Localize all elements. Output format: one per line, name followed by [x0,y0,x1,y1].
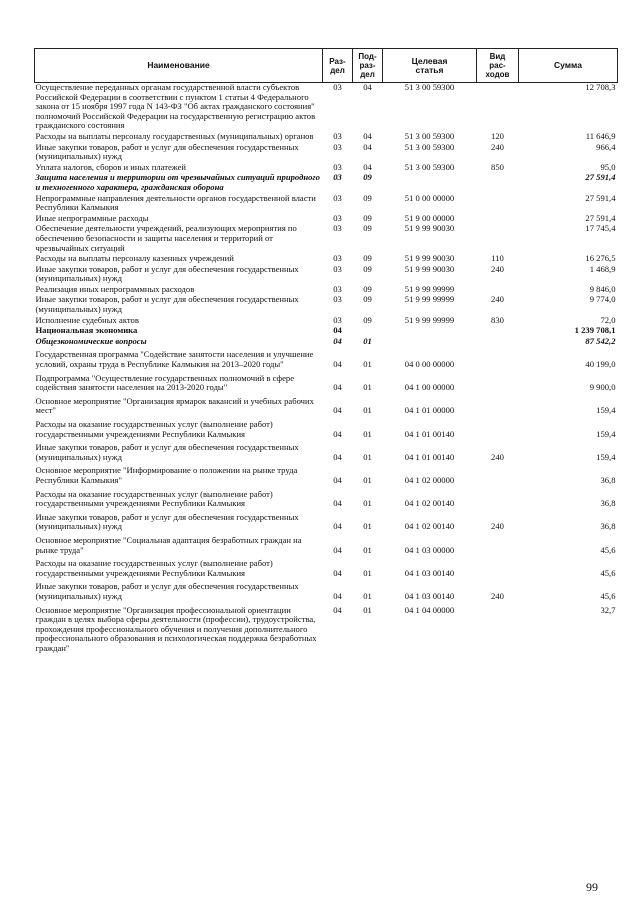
row-podrazdel-cell: 09 [363,283,372,294]
row-name-cell: Общеэкономические вопросы [35,335,147,346]
table-row [35,487,618,510]
row-vid-cell [477,224,519,254]
row-razdel-cell: 04 [333,474,342,485]
header-statya-text: Целевая статья [411,55,448,75]
header-razdel [323,49,353,83]
row-statya-cell: 51 0 00 00000 [404,192,455,203]
table-row [35,265,618,285]
row-vid-cell [477,394,519,417]
row-name-cell: Иные закупки товаров, работ и услуг для обеспечения государственных (муниципальных) нужд [35,581,299,601]
row-name-cell: Расходы на выплаты персоналу государственных (муниципальных) органов [35,130,314,141]
row-name-cell: Иные закупки товаров, работ и услуг для обеспечения государственных (муниципальных) нужд [35,511,299,532]
row-razdel-cell: 03 [333,161,342,172]
header-podrazdel-text: Под- раз- дел [358,52,377,79]
row-podrazdel-cell: 01 [363,474,372,485]
row-statya-cell: 04 1 01 00140 [404,428,455,439]
row-sum-cell: 36,8 [600,498,616,509]
row-podrazdel-cell: 09 [363,192,372,203]
table-body [35,83,618,655]
row-razdel-cell: 03 [333,283,342,294]
row-vid-cell: 240 [491,141,504,152]
row-name-cell: Подпрограмма "Осуществление государственных полномочий в сфере содействия занятости населения на 2013-2020 годы" [35,372,295,393]
row-vid-cell: 120 [491,130,504,141]
row-name-cell: Расходы на оказание государственных услуг (выполнение работ) государственными учреждениями Республики Калмыкия [35,558,273,578]
row-name-cell: Иные закупки товаров, работ и услуг для обеспечения государственных (муниципальных) нужд [35,294,299,315]
row-name-cell: Непрограммные направления деятельности органов государственной власти Республики Калмыкия [35,192,316,213]
row-statya-cell: 04 1 01 00140 [404,451,455,462]
row-podrazdel-cell: 09 [363,253,372,264]
row-razdel-cell: 04 [333,335,342,346]
row-sum-cell: 12 708,3 [585,82,616,92]
row-vid-cell: 830 [491,314,504,325]
row-name-cell: Государственная программа "Содействие занятости населения и улучшение условий, охраны труда в Республике Калмыкия на 2013–2020 годы" [35,349,314,370]
row-razdel-cell: 04 [333,405,342,416]
row-vid-cell: 240 [491,521,504,532]
row-statya-cell: 04 0 00 00000 [404,359,455,370]
row-name-cell: Защита населения и территории от чрезвычайных ситуаций природного и техногенного характера, гражданская оборона [35,172,320,192]
row-podrazdel-cell: 01 [363,498,372,509]
table-row [35,394,618,417]
row-podrazdel-cell: 04 [363,82,372,92]
row-razdel-cell: 03 [333,314,342,325]
row-name-cell: Иные непрограммные расходы [35,212,149,223]
row-statya-cell: 04 1 02 00140 [404,521,455,532]
row-vid-cell [477,326,519,337]
row-name-cell: Осуществление переданных органам государственной власти субъектов Российской Федерации в соответствии с пунктом 1 статьи 4 Федерального закона от 15 ноября 1997 года N 143-ФЗ "Об актах гражданского состояния" полномочий Российской Федерации на государственную регистрацию актов гражданского состояния [35,82,316,131]
row-podrazdel-cell: 01 [363,604,372,615]
row-sum-cell: 9 774,0 [589,294,616,305]
row-statya-cell: 51 9 00 00000 [404,212,455,223]
row-podrazdel-cell: 01 [363,359,372,370]
row-razdel-cell: 04 [333,521,342,532]
row-statya-cell: 51 9 99 99999 [404,294,455,305]
row-sum-cell: 87 542,2 [585,335,616,346]
row-vid-cell [477,83,519,132]
row-vid-cell: 240 [491,263,504,274]
row-razdel-cell: 04 [333,382,342,393]
row-sum-cell: 32,7 [600,604,616,615]
header-summa: Сумма [519,49,618,83]
row-sum-cell: 1 239 708,1 [574,325,616,336]
row-vid-cell [477,173,519,193]
row-razdel-cell: 03 [333,141,342,152]
table-row [35,143,618,163]
row-podrazdel-cell: 01 [363,544,372,555]
row-podrazdel-cell: 01 [363,521,372,532]
row-sum-cell: 11 646,9 [585,130,616,141]
row-statya-cell: 51 9 99 90030 [404,223,455,234]
row-razdel-cell: 03 [333,130,342,141]
row-vid-cell [477,487,519,510]
row-statya-cell: 51 9 99 90030 [404,253,455,264]
row-sum-cell: 45,6 [600,544,616,555]
row-podrazdel-cell: 09 [363,212,372,223]
row-razdel-cell: 03 [333,192,342,203]
row-name-cell: Реализация иных непрограммных расходов [35,283,195,294]
row-podrazdel-cell: 01 [363,567,372,578]
table-row [35,371,618,394]
row-razdel-cell: 04 [333,567,342,578]
row-name-cell: Иные закупки товаров, работ и услуг для обеспечения государственных (муниципальных) нужд [35,263,299,284]
row-razdel-cell: 04 [333,359,342,370]
row-statya-cell: 04 1 02 00000 [404,474,455,485]
header-vid-text: Вид рас- ходов [485,52,510,79]
row-vid-cell [477,194,519,214]
row-statya-cell: 51 9 99 99999 [404,283,455,294]
row-razdel-cell: 04 [333,428,342,439]
table-row [35,83,618,132]
row-name-cell: Расходы на оказание государственных услуг (выполнение работ) государственными учреждениями Республики Калмыкия [35,419,273,439]
row-podrazdel-cell: 09 [363,223,372,234]
row-name-cell: Основное мероприятие "Информирование о положении на рынке труда Республики Калмыкия" [35,465,298,485]
row-razdel-cell: 03 [333,212,342,223]
row-sum-cell: 17 745,4 [585,223,616,234]
table-row [35,173,618,193]
row-razdel-cell: 03 [333,223,342,234]
row-sum-cell: 9 900,0 [589,382,616,393]
row-name-cell: Иные закупки товаров, работ и услуг для обеспечения государственных (муниципальных) нужд [35,442,299,462]
row-name-cell: Основное мероприятие "Социальная адаптация безработных граждан на рынке труда" [35,534,302,555]
row-podrazdel-cell: 01 [363,405,372,416]
table-row [35,463,618,486]
row-sum-cell: 45,6 [600,590,616,601]
budget-table [34,48,618,654]
row-sum-cell: 16 276,5 [585,253,616,264]
row-statya-cell [383,173,477,193]
row-vid-cell [477,417,519,440]
row-statya-cell [383,337,477,348]
row-podrazdel-cell: 01 [363,428,372,439]
row-name-cell: Иные закупки товаров, работ и услуг для обеспечения государственных (муниципальных) нужд [35,141,299,162]
row-name-cell: Основное мероприятие "Организация ярмарок вакансий и учебных рабочих мест" [35,395,314,416]
table-row [35,579,618,602]
row-sum-cell: 36,8 [600,474,616,485]
row-vid-cell: 240 [491,451,504,462]
table-row [35,556,618,579]
table-row [35,194,618,214]
row-statya-cell: 04 1 03 00140 [404,567,455,578]
row-razdel-cell: 04 [333,590,342,601]
row-vid-cell [477,214,519,225]
table-row [35,533,618,556]
row-vid-cell [477,556,519,579]
row-name-cell: Национальная экономика [35,325,138,336]
row-vid-cell [477,533,519,556]
row-statya-cell: 04 1 01 00000 [404,405,455,416]
row-razdel-cell: 03 [333,172,342,183]
row-statya-cell: 51 3 00 59300 [404,82,455,92]
row-razdel-cell: 04 [333,325,342,336]
header-vid [477,49,519,83]
row-statya-cell: 51 3 00 59300 [404,130,455,141]
table-row [35,417,618,440]
row-sum-cell: 72,0 [600,314,616,325]
row-vid-cell [477,337,519,348]
row-sum-cell: 27 591,4 [585,192,616,203]
row-statya-cell: 51 9 99 90030 [404,263,455,274]
row-vid-cell: 240 [491,590,504,601]
table-header [35,49,618,83]
row-vid-cell: 110 [491,253,504,264]
row-sum-cell: 159,4 [596,405,616,416]
row-statya-cell: 51 3 00 59300 [404,161,455,172]
row-statya-cell: 04 1 04 00000 [404,604,455,615]
row-razdel-cell: 04 [333,604,342,615]
row-statya-cell: 04 1 02 00140 [404,498,455,509]
row-vid-cell [477,371,519,394]
row-razdel-cell: 04 [333,498,342,509]
table-row [35,347,618,370]
row-podrazdel-cell: 01 [363,335,372,346]
page-number: 99 [586,880,598,894]
row-podrazdel-cell: 04 [363,161,372,172]
row-statya-cell [383,326,477,337]
row-name-cell: Основное мероприятие "Организация профессиональной ориентации граждан в целях выбора сферы деятельности (профессии), трудоустройства, прохождения профессионального обучения и получения дополнительного профессионального образования и психологическая поддержка безработных граждан" [35,604,317,653]
row-sum-cell: 95,0 [600,161,616,172]
table-row [35,132,618,143]
row-sum-cell: 40 199,0 [585,359,616,370]
header-statya [383,49,477,83]
row-vid-cell: 850 [491,161,504,172]
row-razdel-cell: 03 [333,294,342,305]
row-statya-cell: 04 1 03 00000 [404,544,455,555]
row-statya-cell: 51 9 99 99999 [404,314,455,325]
row-podrazdel-cell: 01 [363,382,372,393]
row-podrazdel-cell: 04 [363,141,372,152]
row-podrazdel-cell: 01 [363,451,372,462]
row-podrazdel-cell: 09 [363,314,372,325]
row-statya-cell: 51 3 00 59300 [404,141,455,152]
table-row [35,337,618,348]
row-razdel-cell: 04 [333,544,342,555]
row-podrazdel-cell: 09 [363,294,372,305]
table-row [35,510,618,533]
row-name-cell: Исполнение судебных актов [35,314,139,325]
row-name-cell: Расходы на оказание государственных услуг (выполнение работ) государственными учреждениями Республики Калмыкия [35,488,273,509]
row-name-cell: Уплата налогов, сборов и иных платежей [35,161,187,172]
row-razdel-cell: 03 [333,263,342,274]
row-podrazdel-cell: 09 [363,172,372,183]
row-sum-cell: 27 591,4 [585,172,616,183]
budget-document [34,48,617,654]
row-sum-cell: 9 846,0 [589,283,616,294]
row-vid-cell: 240 [491,294,504,305]
row-name-cell: Обеспечение деятельности учреждений, реализующих мероприятия по обеспечению безопасности и защиты населения и территорий от чрезвычайных ситуаций [35,223,297,253]
row-vid-cell [477,347,519,370]
header-podrazdel [353,49,383,83]
table-row [35,224,618,254]
row-vid-cell [477,603,519,655]
table-row [35,440,618,463]
row-podrazdel-cell: 09 [363,263,372,274]
row-sum-cell: 159,4 [596,428,616,439]
row-sum-cell: 36,8 [600,521,616,532]
table-row [35,603,618,655]
row-sum-cell: 27 591,4 [585,212,616,223]
row-sum-cell: 966,4 [596,141,616,152]
row-vid-cell [477,463,519,486]
header-name: Наименование [35,49,323,83]
table-row [35,295,618,315]
row-razdel-cell: 04 [333,451,342,462]
row-sum-cell: 159,4 [596,451,616,462]
row-razdel-cell: 03 [333,82,342,92]
row-statya-cell: 04 1 00 00000 [404,382,455,393]
row-name-cell: Расходы на выплаты персоналу казенных учреждений [35,253,234,264]
row-razdel-cell: 03 [333,253,342,264]
header-razdel-text: Раз- дел [329,56,346,75]
row-sum-cell: 45,6 [600,567,616,578]
row-statya-cell: 04 1 03 00140 [404,590,455,601]
row-podrazdel-cell: 04 [363,130,372,141]
row-podrazdel-cell: 01 [363,590,372,601]
row-sum-cell: 1 468,9 [589,263,616,274]
